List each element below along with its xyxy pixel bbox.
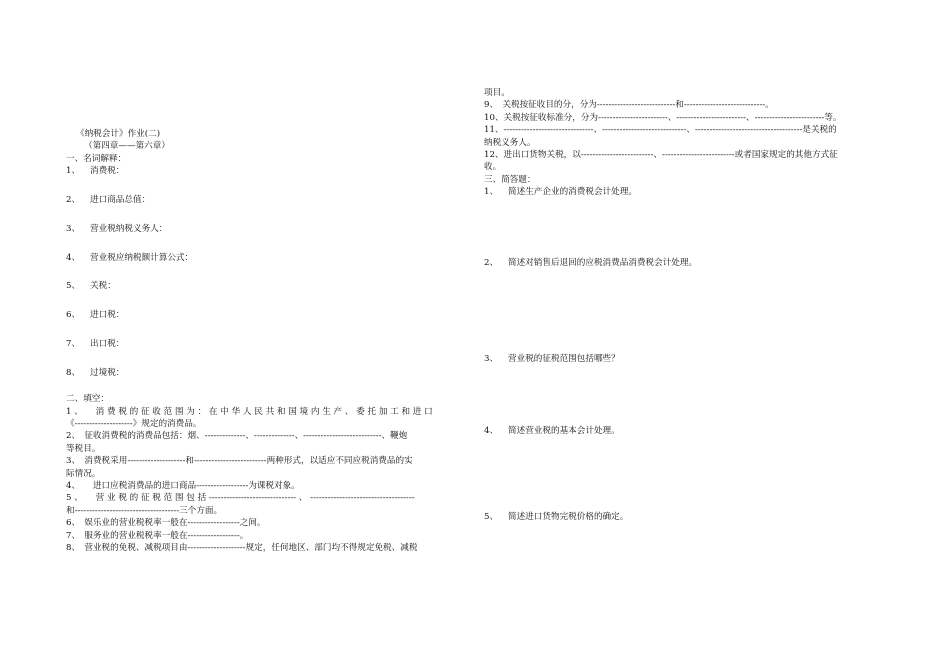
short-answer-question: 3、 营业税的征税范围包括哪些？ (484, 354, 620, 365)
definition-item: 4、 营业税应纳税额计算公式： (66, 252, 194, 263)
fill-in-line: 4、 进口应税消费品的进口商品------------------为课税对象。 (66, 481, 300, 492)
short-answer-question: 1、 简述生产企业的消费税会计处理。 (484, 187, 637, 198)
definition-item: 2、 进口商品总值： (66, 195, 151, 206)
fill-in-line: 11、-------------------------------、-----------------------------、-------------------------------------是关税的 (484, 125, 837, 136)
answer-space (484, 365, 887, 425)
fill-in-line: 收。 (484, 162, 502, 173)
definition-item: 1、 消费税： (66, 166, 125, 177)
fill-in-line: 际情况。 (66, 468, 101, 479)
fill-in-line: 5 、 营 业 税 的 征 税 范 围 包 括 ------------------------------ 、 ------------------------------------ (66, 493, 415, 504)
answer-space (66, 322, 468, 338)
definition-item: 3、 营业税纳税义务人： (66, 223, 168, 234)
fill-in-line: 7、 服务业的营业税税率一般在------------------。 (66, 530, 249, 541)
definition-item: 6、 进口税： (66, 310, 125, 321)
fill-in-line: 和------------------------------------三个方面。 (66, 505, 223, 516)
fill-in-line: 《--------------------》规定的消费品。 (66, 419, 202, 430)
answer-space (66, 264, 468, 280)
answer-space (484, 438, 887, 511)
short-answer-question: 2、 简述对销售后退回的应税消费品消费税会计处理。 (484, 257, 698, 268)
left-column (66, 128, 468, 554)
section-spacer (66, 379, 468, 393)
fill-in-line: 6、 娱乐业的营业税税率一般在------------------之间。 (66, 518, 266, 529)
section-heading-short-answer: 三、简答题： (484, 174, 536, 185)
short-answer-question: 5、 简述进口货物完税价格的确定。 (484, 511, 629, 522)
answer-space (484, 199, 887, 257)
definition-item: 7、 出口税： (66, 339, 125, 349)
answer-space (484, 269, 887, 353)
document-title: 《纳税会计》作业(二) (76, 129, 161, 139)
answer-space (66, 350, 468, 366)
section-heading-definitions: 一、名词解释： (66, 153, 127, 164)
fill-in-line: 3、 消费税采用--------------------和-------------------------两种形式，以适应不同应税消费品的实 (66, 456, 413, 467)
fill-in-line: 9、 关税按征收目的分，分为---------------------------和----------------------------。 (484, 100, 774, 111)
answer-space (66, 235, 468, 251)
section-heading-fill-in: 二、填空： (66, 394, 109, 405)
fill-in-line: 等税目。 (66, 443, 101, 454)
fill-in-line: 项目。 (484, 88, 510, 98)
fill-in-line: 12、进出口货物关税，以-------------------------、-------------------------或者国家规定的其他方式征 (484, 150, 838, 161)
fill-in-line: 8、 营业税的免税、减税项目由--------------------规定，任何地区、部门均不得规定免税、减税 (66, 543, 418, 554)
short-answer-question: 4、 简述营业税的基本会计处理。 (484, 426, 620, 437)
document-subtitle: （第四章——第六章） (84, 141, 170, 152)
fill-in-line: 10、关税按征收标准分，分为------------------------、------------------------、------------------------等。 (484, 112, 842, 123)
answer-space (66, 293, 468, 309)
right-column (484, 87, 887, 523)
fill-in-line: 纳税义务人。 (484, 137, 536, 148)
definition-item: 5、 关税： (66, 281, 116, 292)
answer-space (66, 178, 468, 194)
fill-in-line: 2、 征收消费税的消费品包括：烟、--------------、--------------、---------------------------、鞭炮 (66, 431, 408, 442)
answer-space (66, 206, 468, 222)
definition-item: 8、 过境税： (66, 367, 125, 378)
fill-in-line: 1 、 消 费 税 的 征 收 范 围 为 ： 在 中 华 人 民 共 和 国 境 内 生 产 、 委 托 加 工 和 进 口 (66, 406, 433, 417)
